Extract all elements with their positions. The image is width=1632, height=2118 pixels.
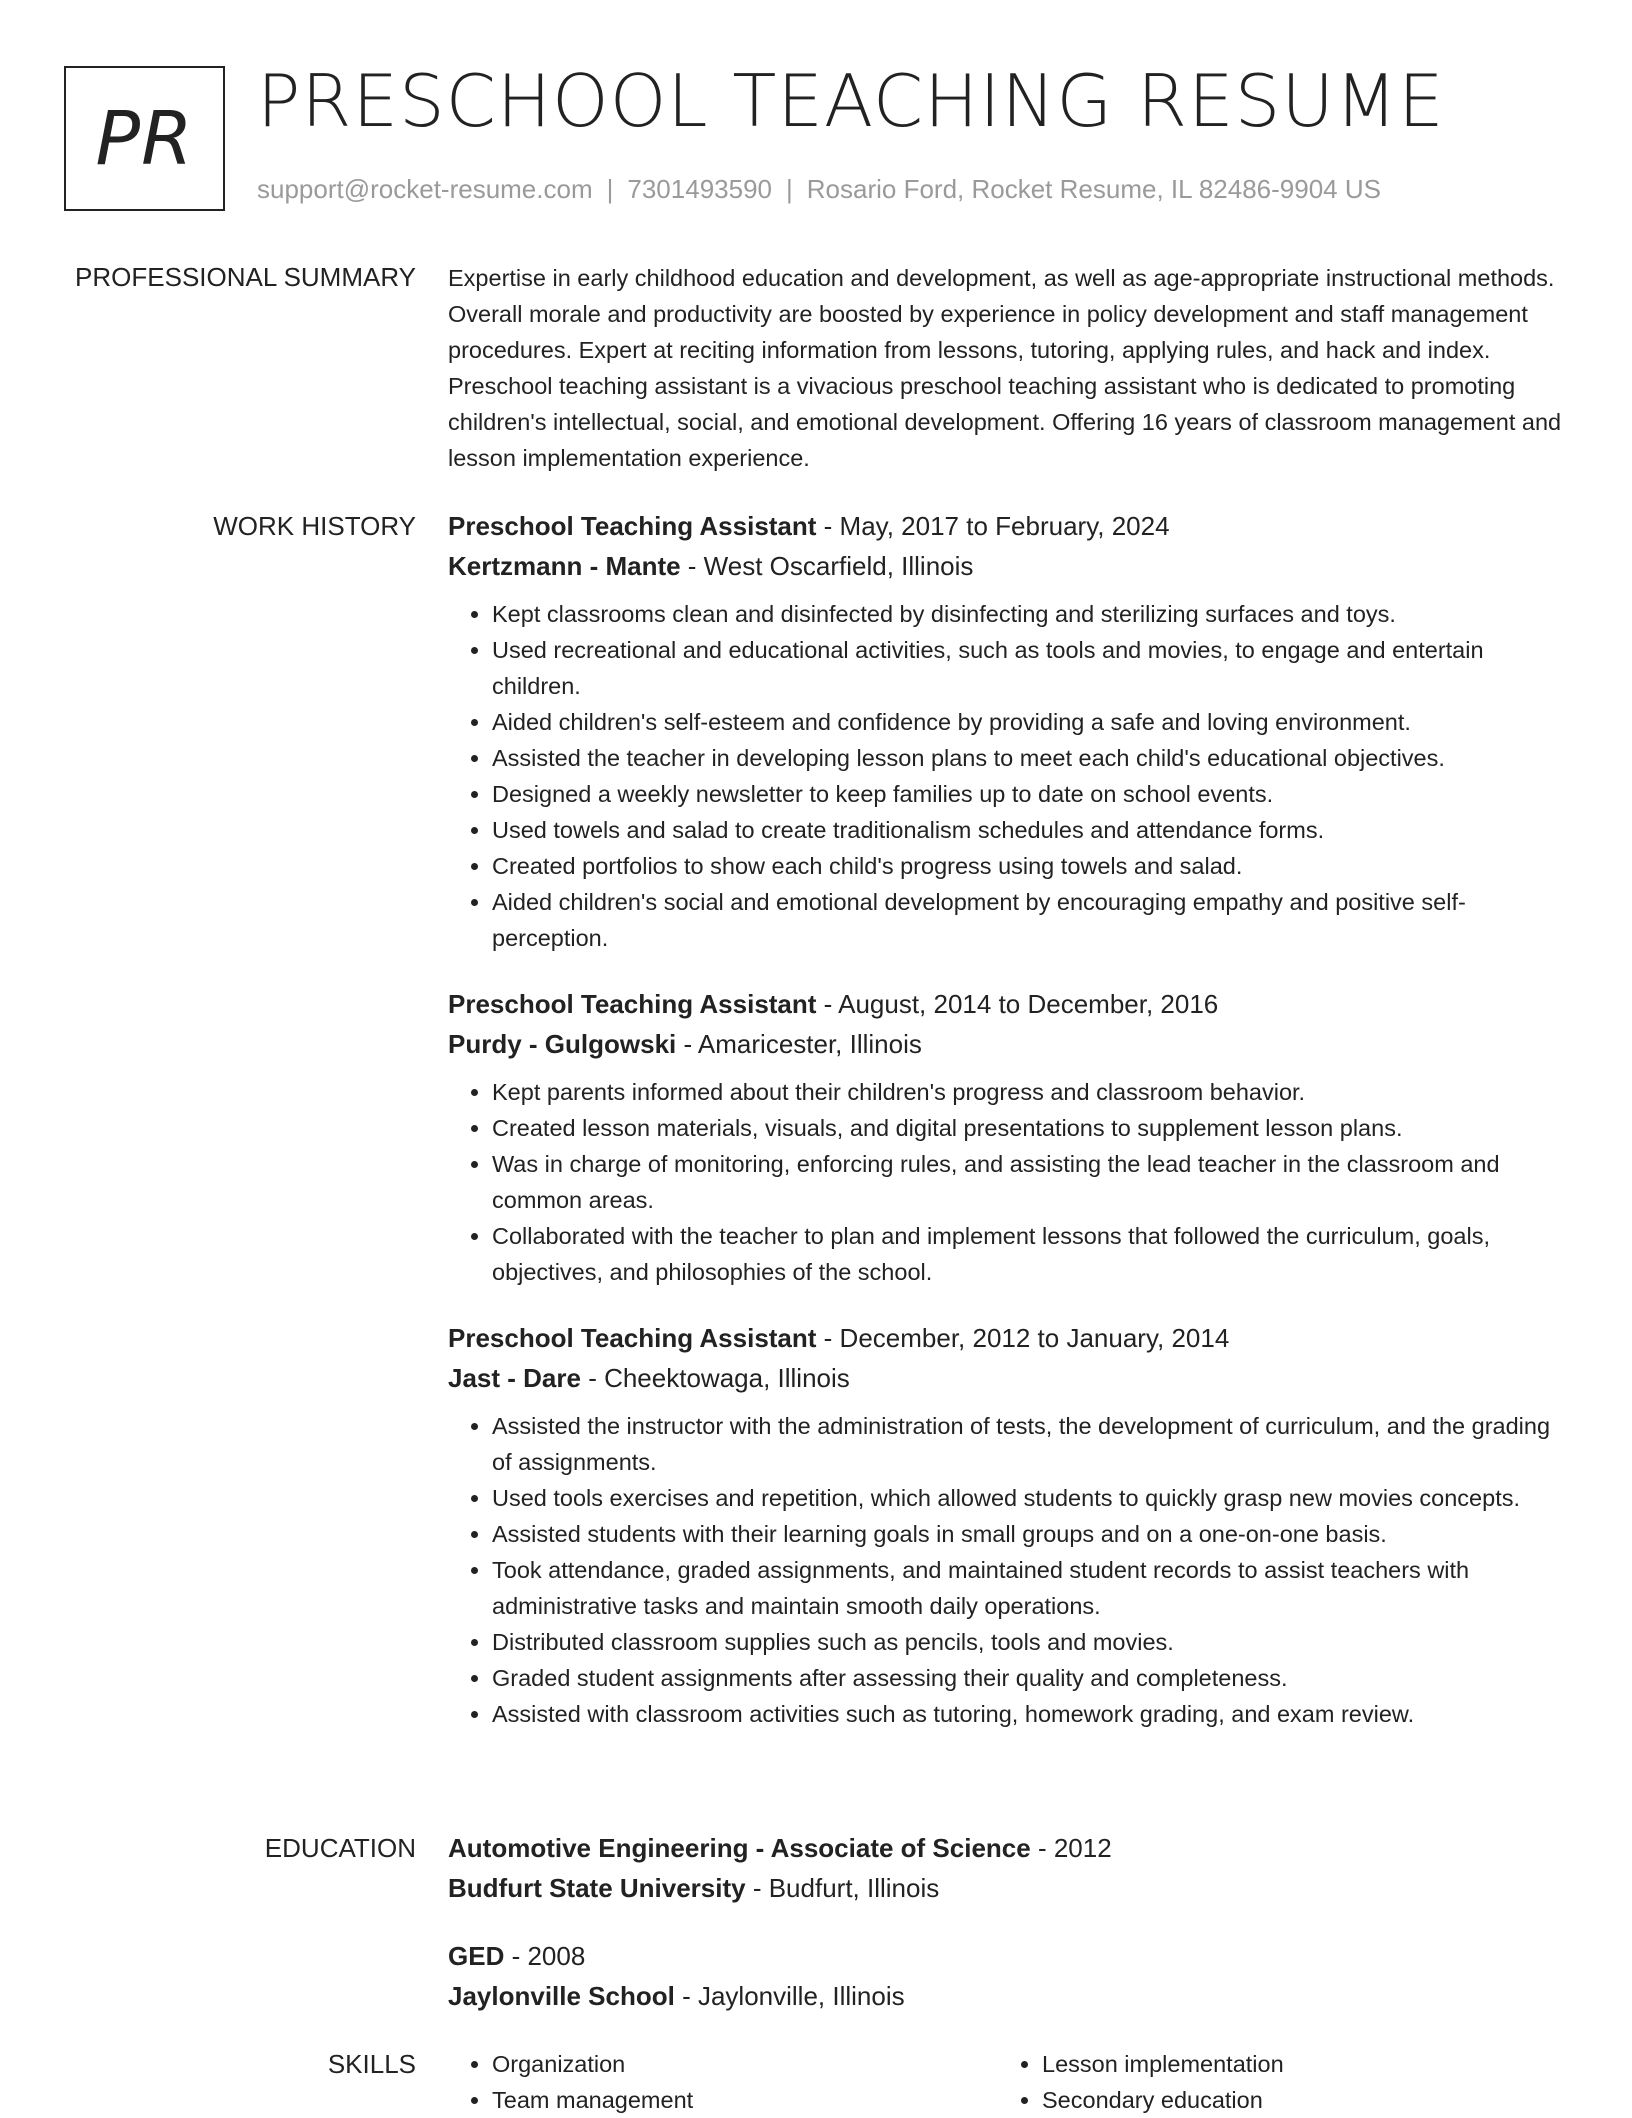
job-location: - Cheektowaga, Illinois [580,1363,850,1393]
contact-separator: | [606,174,614,204]
skills-grid [448,2046,1568,2118]
job-company-line [448,546,1568,586]
job-bullet: • Kept classrooms clean and disinfected by disinfecting and sterilizing surfaces and toys. [492,596,1568,632]
job-title: Preschool Teaching Assistant [448,989,817,1019]
job-bullet: • Kept parents informed about their children's progress and classroom behavior. [492,1074,1568,1110]
job-bullet: • Used recreational and educational activities, such as tools and movies, to engage and entertain children. [492,632,1568,704]
skill-item: • Team management [492,2082,998,2118]
section-label-skills: SKILLS [327,2049,416,2079]
education-school-line [448,1868,1568,1908]
education-school: Budfurt State University [448,1873,746,1903]
education-entry [448,1828,1568,1908]
job-bullet: • Used tools exercises and repetition, which allowed students to quickly grasp new movies concepts. [492,1480,1568,1516]
job-bullet: • Assisted the instructor with the administration of tests, the development of curriculum, and the grading of assignments. [492,1408,1568,1480]
job-dates: - December, 2012 to January, 2014 [816,1323,1230,1353]
job-title-line [448,984,1568,1024]
job-bullet: • Was in charge of monitoring, enforcing rules, and assisting the lead teacher in the classroom and common areas. [492,1146,1568,1218]
job-location: - West Oscarfield, Illinois [680,551,974,581]
job-entry [448,506,1568,956]
job-entry [448,984,1568,1290]
education-location: - Budfurt, Illinois [745,1873,940,1903]
job-entry [448,1318,1568,1732]
education-degree: GED [448,1941,505,1971]
section-label-work-history: WORK HISTORY [213,511,416,541]
job-bullet: • Collaborated with the teacher to plan and implement lessons that followed the curriculum, goals, objectives, and philosophies of the school. [492,1218,1568,1290]
job-bullet: • Assisted with classroom activities such as tutoring, homework grading, and exam review. [492,1696,1568,1732]
job-bullet: • Used towels and salad to create traditionalism schedules and attendance forms. [492,812,1568,848]
job-dates: - May, 2017 to February, 2024 [816,511,1170,541]
summary-block [448,260,1568,476]
job-bullet: • Graded student assignments after assessing their quality and completeness. [492,1660,1568,1696]
skills-list-right [998,2046,1548,2118]
education-location: - Jaylonville, Illinois [674,1981,905,2011]
job-bullet: • Distributed classroom supplies such as pencils, tools and movies. [492,1624,1568,1660]
job-company-line [448,1024,1568,1064]
education-entry [448,1936,1568,2016]
education-school: Jaylonville School [448,1981,675,2011]
resume-title: PRESCHOOL TEACHING RESUME [257,59,1445,143]
education-year: - 2008 [504,1941,586,1971]
job-bullet: • Designed a weekly newsletter to keep families up to date on school events. [492,776,1568,812]
contact-phone[interactable]: 7301493590 [627,174,772,204]
contact-separator: | [786,174,793,204]
work-history [448,506,1568,1760]
skill-item: • Organization [492,2046,998,2082]
contact-line [257,174,1381,205]
job-bullet: • Assisted students with their learning goals in small groups and on a one-on-one basis. [492,1516,1568,1552]
job-title: Preschool Teaching Assistant [448,1323,817,1353]
job-bullet: • Created portfolios to show each child's progress using towels and salad. [492,848,1568,884]
job-company: Purdy - Gulgowski [448,1029,677,1059]
job-title-line [448,1318,1568,1358]
section-label-education: EDUCATION [264,1833,416,1863]
education-degree-line [448,1828,1568,1868]
education-degree-line [448,1936,1568,1976]
job-bullet: • Created lesson materials, visuals, and digital presentations to supplement lesson plans. [492,1110,1568,1146]
section-label-summary: PROFESSIONAL SUMMARY [75,262,416,292]
summary-text: Expertise in early childhood education and development, as well as age-appropriate instructional methods. Overall morale and productivity are boosted by experience in policy development and staff management procedures. Expert at reciting information from lessons, tutoring, applying rules, and hack and index. Preschool teaching assistant is a vivacious preschool teaching assistant who is dedicated to promoting children's intellectual, social, and emotional development. Offering 16 years of classroom management and lesson implementation experience. [448,265,1562,471]
job-dates: - August, 2014 to December, 2016 [816,989,1219,1019]
education-degree: Automotive Engineering - Associate of Science [448,1833,1031,1863]
job-bullet: • Assisted the teacher in developing lesson plans to meet each child's educational objectives. [492,740,1568,776]
education-year: - 2012 [1030,1833,1112,1863]
job-title-line [448,506,1568,546]
job-bullets [448,596,1568,956]
job-company-line [448,1358,1568,1398]
job-bullet: • Took attendance, graded assignments, and maintained student records to assist teachers with administrative tasks and maintain smooth daily operations. [492,1552,1568,1624]
skill-item: • Lesson implementation [1042,2046,1548,2082]
education-block [448,1828,1568,2044]
skills-block [448,2046,1568,2118]
monogram-logo: PR [64,66,225,211]
skills-list-left [448,2046,998,2118]
contact-address: Rosario Ford, Rocket Resume, IL 82486-9904 US [806,174,1381,204]
skill-item: • Secondary education [1042,2082,1548,2118]
job-bullet: • Aided children's social and emotional development by encouraging empathy and positive self-perception. [492,884,1568,956]
job-company: Jast - Dare [448,1363,581,1393]
job-company: Kertzmann - Mante [448,551,681,581]
contact-email[interactable]: support@rocket-resume.com [257,174,593,204]
education-school-line [448,1976,1568,2016]
job-title: Preschool Teaching Assistant [448,511,817,541]
job-bullet: • Aided children's self-esteem and confidence by providing a safe and loving environment. [492,704,1568,740]
job-location: - Amaricester, Illinois [676,1029,922,1059]
job-bullets [448,1074,1568,1290]
job-bullets [448,1408,1568,1732]
